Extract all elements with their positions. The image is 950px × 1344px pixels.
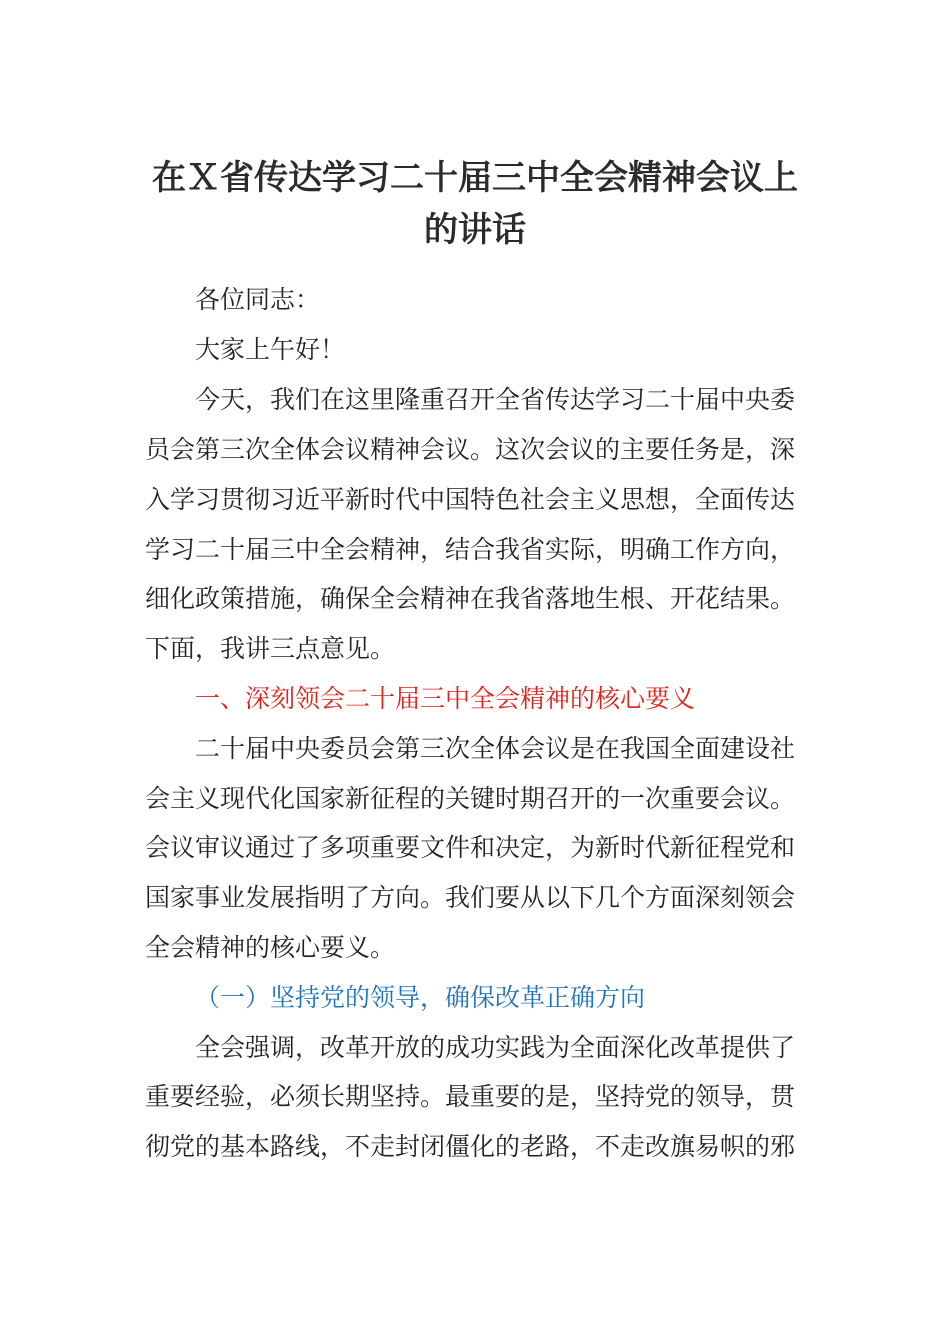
- salutation: 各位同志：: [195, 285, 321, 314]
- paragraph1-line: 今天，我们在这里隆重召开全省传达学习二十届中央委: [195, 385, 796, 414]
- document-title-line-1: 在Ｘ省传达学习二十届三中全会精神会议上: [152, 158, 798, 198]
- paragraph1-line: 员会第三次全体会议精神会议。这次会议的主要任务是，深: [145, 435, 796, 464]
- paragraph1-line: 细化政策措施，确保全会精神在我省落地生根、开花结果。: [145, 584, 796, 613]
- subsection-heading: （一）坚持党的领导，确保改革正确方向: [195, 983, 646, 1012]
- paragraph2-line: 二十届中央委员会第三次全体会议是在我国全面建设社: [195, 734, 796, 763]
- paragraph1-line: 下面，我讲三点意见。: [145, 634, 396, 663]
- paragraph2-line: 会主义现代化国家新征程的关键时期召开的一次重要会议。: [145, 784, 796, 813]
- paragraph2-line: 全会精神的核心要义。: [145, 933, 396, 962]
- paragraph3-line: 彻党的基本路线，不走封闭僵化的老路，不走改旗易帜的邪: [145, 1132, 796, 1161]
- section-heading: 一、深刻领会二十届三中全会精神的核心要义: [195, 684, 696, 713]
- document-title-line-2: 的讲话: [424, 210, 526, 250]
- paragraph2-line: 会议审议通过了多项重要文件和决定，为新时代新征程党和: [145, 833, 796, 862]
- greeting: 大家上午好！: [195, 335, 346, 364]
- paragraph2-line: 国家事业发展指明了方向。我们要从以下几个方面深刻领会: [145, 883, 796, 912]
- paragraph1-line: 学习二十届三中全会精神，结合我省实际，明确工作方向，: [145, 535, 796, 564]
- paragraph3-line: 全会强调，改革开放的成功实践为全面深化改革提供了: [195, 1033, 796, 1062]
- paragraph3-line: 重要经验，必须长期坚持。最重要的是，坚持党的领导，贯: [145, 1082, 796, 1111]
- paragraph1-line: 入学习贯彻习近平新时代中国特色社会主义思想，全面传达: [145, 485, 796, 514]
